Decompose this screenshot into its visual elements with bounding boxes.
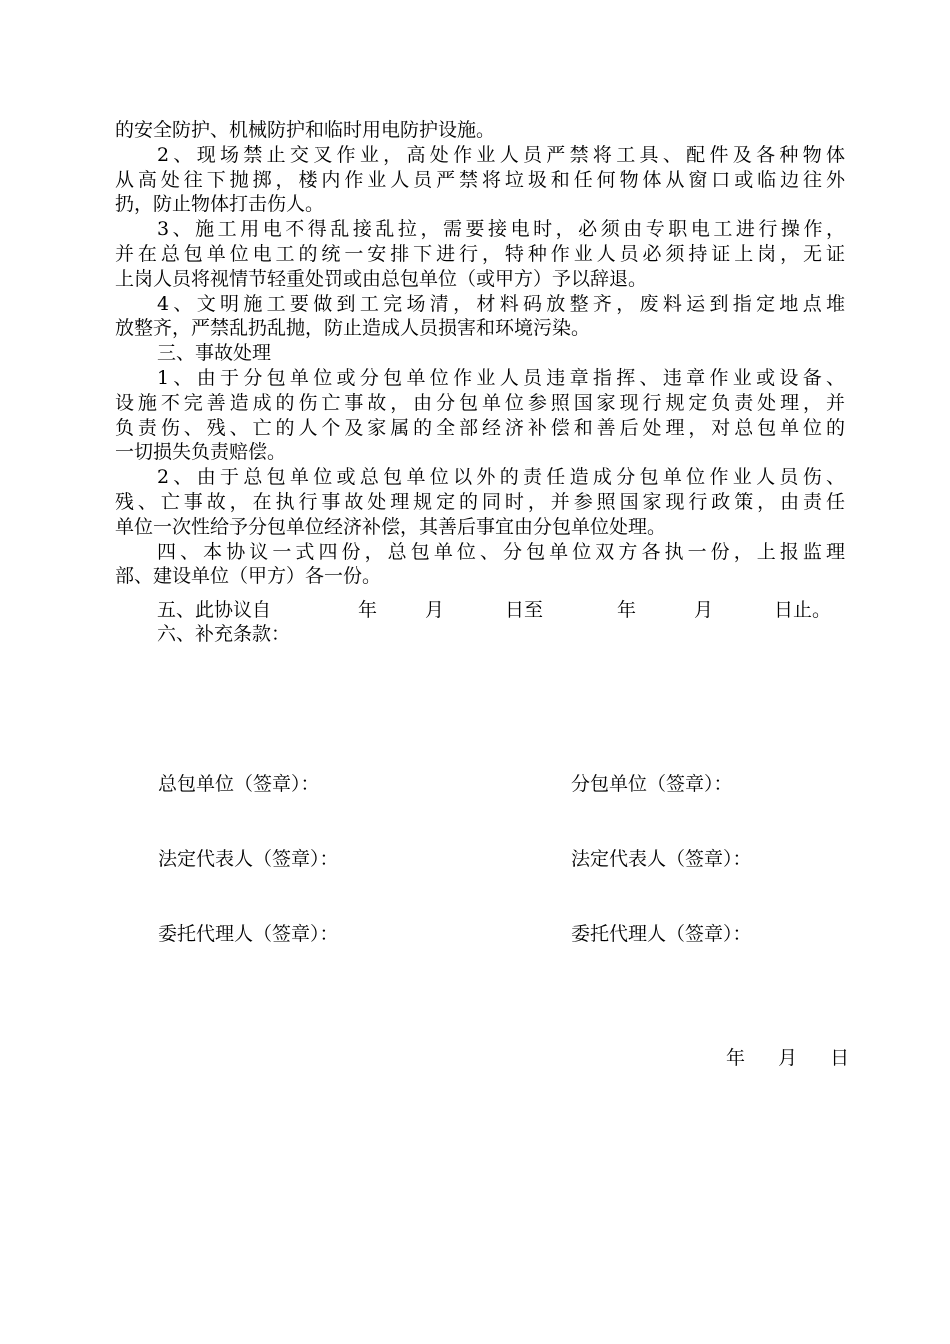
text-line: 1、由于分包单位或分包单位作业人员违章指挥、违章作业或设备、	[157, 366, 845, 389]
date-clause-prefix: 五、此协议自	[157, 599, 272, 621]
text-line: 的安全防护、机械防护和临时用电防护设施。	[115, 119, 496, 141]
text-line: 4、文明施工要做到工完场清，材料码放整齐，废料运到指定地点堆	[157, 292, 845, 315]
signing-date	[726, 1045, 849, 1071]
text-line: 2、现场禁止交叉作业，高处作业人员严禁将工具、配件及各种物体	[157, 143, 845, 166]
text-line: 从高处往下抛掷，楼内作业人员严禁将垃圾和任何物体从窗口或临边往外	[115, 168, 845, 191]
validity-date-clause	[157, 597, 847, 623]
signature-contractor-agent: 委托代理人（签章）：	[158, 923, 339, 945]
text-line: 单位一次性给予分包单位经济补偿，其善后事宜由分包单位处理。	[115, 515, 667, 538]
signature-subcontractor-agent: 委托代理人（签章）：	[571, 923, 752, 945]
agreement-body	[115, 118, 845, 589]
date-month-end: 月	[694, 599, 714, 621]
text-line: 并在总包单位电工的统一安排下进行，特种作业人员必须持证上岗，无证	[115, 242, 845, 265]
paragraph-civilized-construction	[115, 292, 845, 342]
paragraph-continuation	[115, 118, 845, 143]
text-line: 部、建设单位（甲方）各一份。	[115, 565, 382, 588]
supplement-heading: 六、补充条款：	[157, 623, 291, 645]
paragraph-electricity	[115, 217, 845, 291]
date-year-end: 年	[617, 599, 637, 621]
text-line: 设施不完善造成的伤亡事故，由分包单位参照国家现行规定负责处理，并	[115, 391, 845, 414]
signature-contractor-legal-rep: 法定代表人（签章）：	[158, 848, 339, 870]
date-month-start: 月	[425, 599, 445, 621]
paragraph-subcontractor-liability	[115, 366, 845, 465]
paragraph-no-cross-work	[115, 143, 845, 217]
text-line: 残、亡事故，在执行事故处理规定的同时，并参照国家现行政策，由责任	[115, 490, 845, 513]
date-year-start: 年	[358, 599, 378, 621]
signature-contractor-unit: 总包单位（签章）：	[158, 773, 320, 795]
text-line: 三、事故处理	[157, 342, 272, 365]
text-line: 3、施工用电不得乱接乱拉，需要接电时，必须由专职电工进行操作，	[157, 218, 845, 241]
text-line: 负责伤、残、亡的人个及家属的全部经济补偿和善后处理，对总包单位的	[115, 416, 845, 439]
text-line: 扔，防止物体打击伤人。	[115, 193, 325, 216]
text-line: 四、本协议一式四份，总包单位、分包单位双方各执一份，上报监理	[157, 540, 845, 563]
signature-subcontractor-legal-rep: 法定代表人（签章）：	[571, 848, 752, 870]
date-day-to: 日至	[505, 599, 544, 621]
paragraph-contractor-liability	[115, 465, 845, 539]
signing-month: 月	[778, 1047, 798, 1069]
date-day-end: 日止。	[774, 599, 832, 621]
text-line: 一切损失负责赔偿。	[115, 441, 287, 464]
text-line: 2、由于总包单位或总包单位以外的责任造成分包单位作业人员伤、	[157, 466, 845, 489]
section-heading-accident-handling	[115, 341, 845, 366]
signing-day: 日	[830, 1047, 850, 1069]
text-line: 放整齐，严禁乱扔乱抛，防止造成人员损害和环境污染。	[115, 317, 591, 340]
text-line: 上岗人员将视情节轻重处罚或由总包单位（或甲方）予以辞退。	[115, 267, 648, 290]
signature-subcontractor-unit: 分包单位（签章）：	[571, 773, 733, 795]
signing-year: 年	[726, 1047, 746, 1069]
paragraph-copies	[115, 540, 845, 590]
